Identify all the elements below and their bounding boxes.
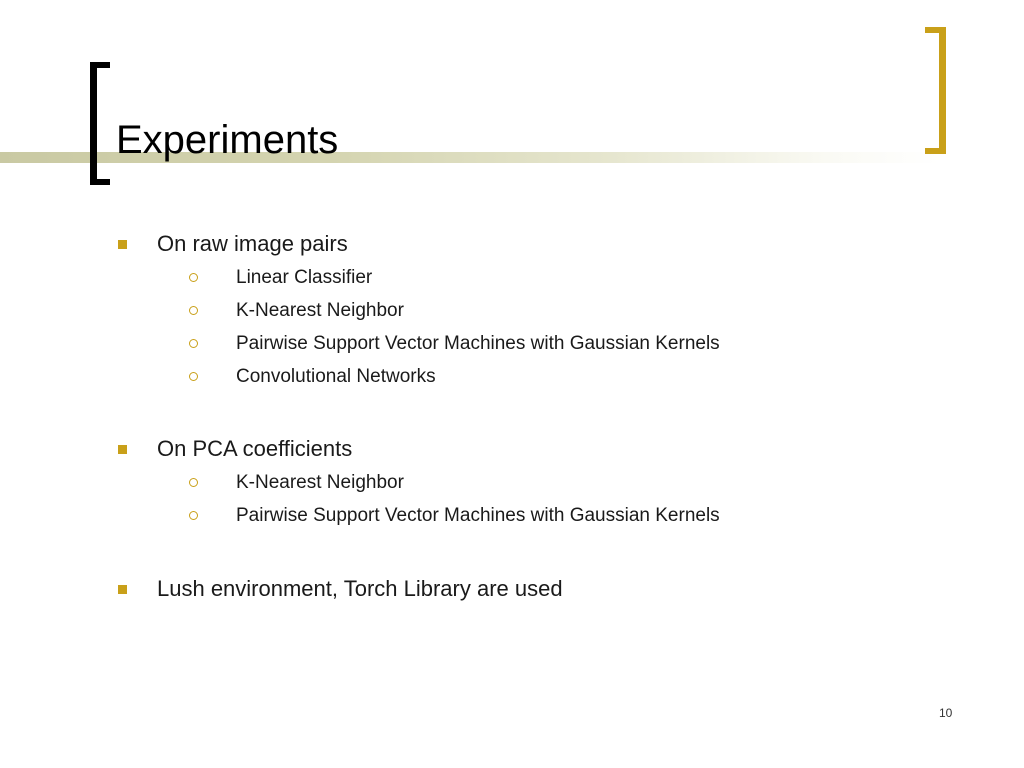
- circle-bullet-icon: [189, 273, 198, 282]
- sub-bullet-label: K-Nearest Neighbor: [236, 300, 404, 321]
- bullet-label: On raw image pairs: [157, 231, 348, 256]
- circle-bullet-icon: [189, 372, 198, 381]
- bullet-label: Lush environment, Torch Library are used: [157, 576, 563, 601]
- slide-title: Experiments: [116, 118, 339, 162]
- square-bullet-icon: [118, 445, 127, 454]
- circle-bullet-icon: [189, 339, 198, 348]
- sub-bullet-label: Convolutional Networks: [236, 366, 436, 387]
- page-number: 10: [939, 706, 953, 720]
- circle-bullet-icon: [189, 306, 198, 315]
- sub-bullet-label: Pairwise Support Vector Machines with Gaussian Kernels: [236, 505, 720, 526]
- square-bullet-icon: [118, 585, 127, 594]
- sub-bullet-label: Linear Classifier: [236, 267, 373, 288]
- circle-bullet-icon: [189, 478, 198, 487]
- square-bullet-icon: [118, 240, 127, 249]
- sub-bullet-label: Pairwise Support Vector Machines with Gaussian Kernels: [236, 333, 720, 354]
- sub-bullet-label: K-Nearest Neighbor: [236, 472, 404, 493]
- circle-bullet-icon: [189, 511, 198, 520]
- bullet-label: On PCA coefficients: [157, 436, 353, 461]
